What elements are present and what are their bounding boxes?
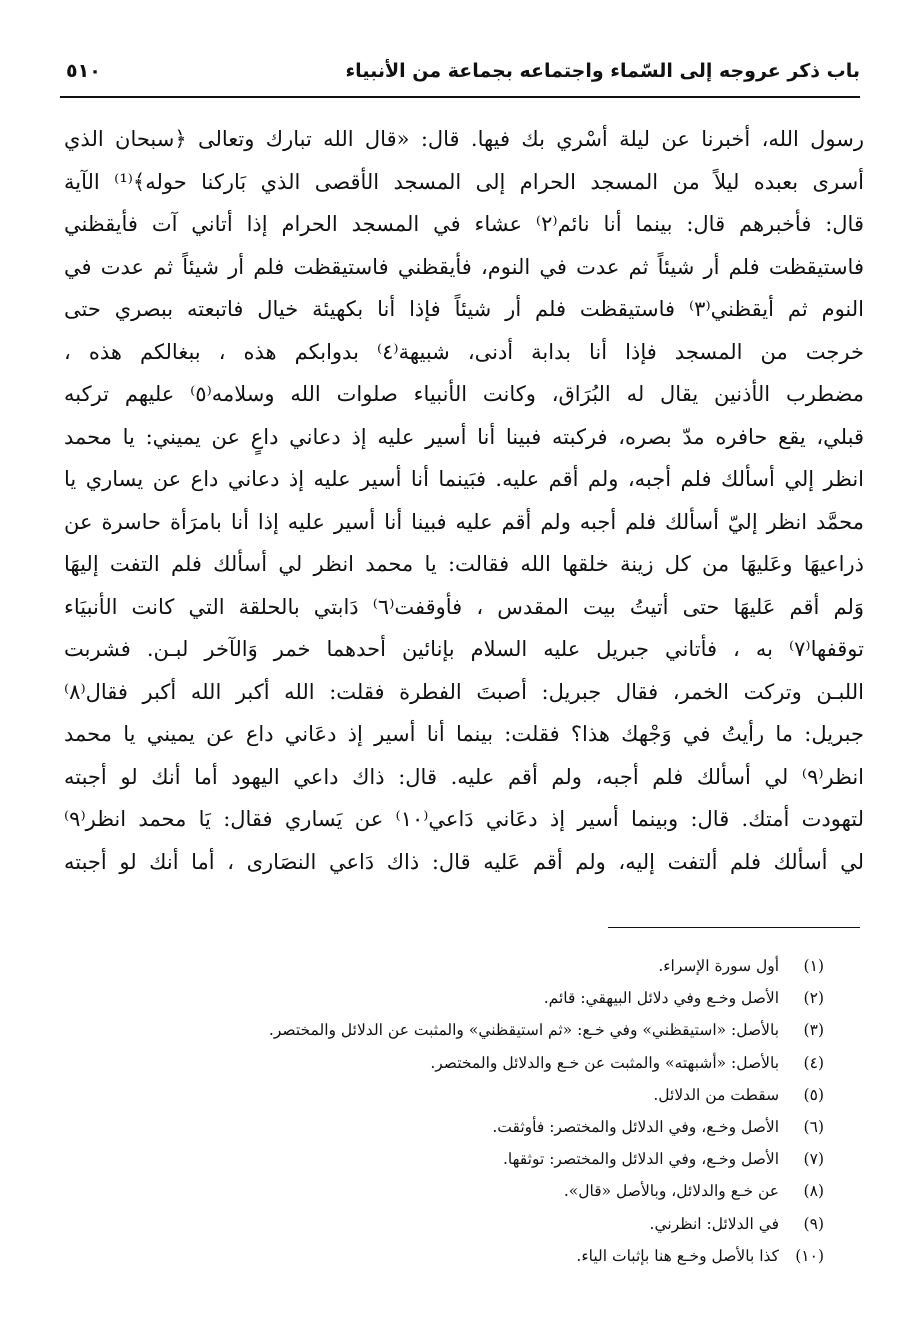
footnote-item [104, 1111, 824, 1143]
footnote-text: عن خـع والدلائل، وبالأصل «قال». [563, 1182, 780, 1201]
footnote-item [104, 1143, 824, 1175]
footnote-number: (٥) [803, 1085, 824, 1104]
footnote-item [104, 1175, 824, 1207]
footnote-separator [608, 927, 860, 928]
chapter-title: باب ذكر عروجه إلى السّماء واجتماعه بجماعة من الأنبياء [345, 60, 860, 82]
footnote-number: (٨) [803, 1182, 824, 1201]
text-line: خرجت من المسجد فإذا أنا بدابة أدنى، شبيهة⁽٤⁾ بدوابكم هذه ، ببغالكم هذه ، [64, 339, 864, 364]
footnote-text: بالأصل: «استيقظني» وفي خـع: «ثم استيقظني» والمثبت عن الدلائل والمختصر. [268, 1021, 780, 1040]
footnote-number: (٦) [803, 1117, 824, 1136]
footnote-text: الأصل وخـع وفي دلائل البيهقي: قائم. [543, 989, 780, 1008]
footnote-number: (٩) [803, 1214, 824, 1233]
text-line: وَلم أقم عَليهَا حتى أتيتُ بيت المقدس ، فأوقفت⁽٦⁾ دَابتي بالحلقة التي كانت الأنبيَاء [64, 594, 864, 619]
footnote-item [104, 982, 824, 1014]
footnote-number: (٧) [803, 1150, 824, 1169]
text-line: رسول الله، أخبرنا عن ليلة أسْري بك فيها. قال: «قال الله تبارك وتعالى ﴿سبحان الذي [64, 127, 864, 151]
text-line: أسرى بعبده ليلاً من المسجد الحرام إلى المسجد الأقصى الذي بَاركنا حوله﴾⁽¹⁾ الآية [64, 169, 864, 194]
footnote-item [104, 1208, 824, 1240]
page-number: ٥١٠ [66, 60, 101, 82]
text-line: جبريل: ما رأيتُ في وَجْهك هذا؟ فقلت: بينما أنا أسير إذ دعَاني داع عن يميني يا محمد [64, 722, 864, 746]
text-line: ذراعيهَا وعَليهَا من كل زينة خلقها الله فقالت: يا محمد انظر لي أسألك فلم التفت إليهَا [64, 552, 864, 576]
footnote-number: (١٠) [795, 1246, 824, 1265]
text-line: اللبـن وتركت الخمر، فقال جبريل: أصبتَ الفطرة فقلت: الله أكبر الله أكبر فقال⁽٨⁾ [64, 679, 864, 704]
footnote-number: (١) [803, 957, 824, 975]
footnote-item [104, 1047, 824, 1079]
footnote-item [104, 1014, 824, 1046]
text-line: توقفها⁽٧⁾ به ، فأتاني جبريل عليه السلام بإنائين أحدهما خمر وَالآخر لبـن. فشربت [64, 637, 864, 661]
footnote-text: كذا بالأصل وخـع هنا بإثبات الياء. [576, 1246, 780, 1265]
footnote-text: في الدلائل: انظرني. [649, 1214, 780, 1233]
running-header [60, 58, 860, 98]
footnote-number: (٢) [803, 989, 824, 1008]
footnote-text: أول سورة الإسراء. [658, 957, 780, 975]
text-line: محمَّد انظر إليّ أسألك فلم أجبه ولم أقم عليه فبينا أنا أسير عليه إذا أنا بامرَأة حاسرة عن [64, 509, 864, 534]
text-line: انظر إلي أسألك فلم أجبه، ولم أقم عليه. فبَينما أنا أسير عليه إذ دعاني داع عن يساري يا [64, 467, 864, 491]
text-line: قال: فأخبرهم قال: بينما أنا نائم⁽٢⁾ عشاء في المسجد الحرام إذا أتاني آت فأيقظني [64, 212, 864, 236]
footnote-text: بالأصل: «أشبهته» والمثبت عن خـع والدلائل والمختصر. [430, 1053, 780, 1072]
footnote-item [104, 950, 824, 982]
footnote-number: (٣) [803, 1021, 824, 1040]
text-line: مضطرب الأذنين يقال له البُرَاق، وكانت الأنبياء صلوات الله وسلامه⁽٥⁾ عليهم تركبه [64, 382, 864, 406]
footnote-text: الأصل وخـع، وفي الدلائل والمختصر: فأوثقت. [492, 1117, 780, 1136]
footnote-item [104, 1240, 824, 1272]
text-line: لتهودت أمتك. قال: وبينما أسير إذ دعَاني دَاعي⁽١٠⁾ عن يَساري فقال: يَا محمد انظر⁽٩⁾ [64, 807, 864, 831]
footnote-number: (٤) [803, 1053, 824, 1072]
main-text [64, 118, 864, 883]
text-line: لي أسألك فلم ألتفت إليه، ولم أقم عَليه قال: ذاك دَاعي النصَارى ، أما أنك لو أجبته [64, 849, 864, 874]
text-line: النوم ثم أيقظني⁽٣⁾ فاستيقظت فلم أر شيئاً فإذا أنا بكهيئة خيال فاتبعته ببصري حتى [64, 297, 864, 321]
footnotes [104, 950, 824, 1272]
footnote-item [104, 1079, 824, 1111]
footnote-text: سقطت من الدلائل. [653, 1085, 780, 1104]
text-line: فاستيقظت فلم أر شيئاً ثم عدت في النوم، فأيقظني فاستيقظت فلم أر شيئاً ثم عدت في [64, 254, 864, 279]
footnote-text: الأصل وخـع، وفي الدلائل والمختصر: توثقها. [503, 1150, 780, 1169]
text-line: قبلي، يقع حافره مدّ بصره، فركبته فبينا أنا أسير عليه إذ دعاني داعٍ عن يميني: يا محمد [64, 424, 864, 449]
text-line: انظر⁽٩⁾ لي أسألك فلم أجبه، ولم أقم عليه. قال: ذاك داعي اليهود أما أنك لو أجبته [64, 764, 864, 789]
